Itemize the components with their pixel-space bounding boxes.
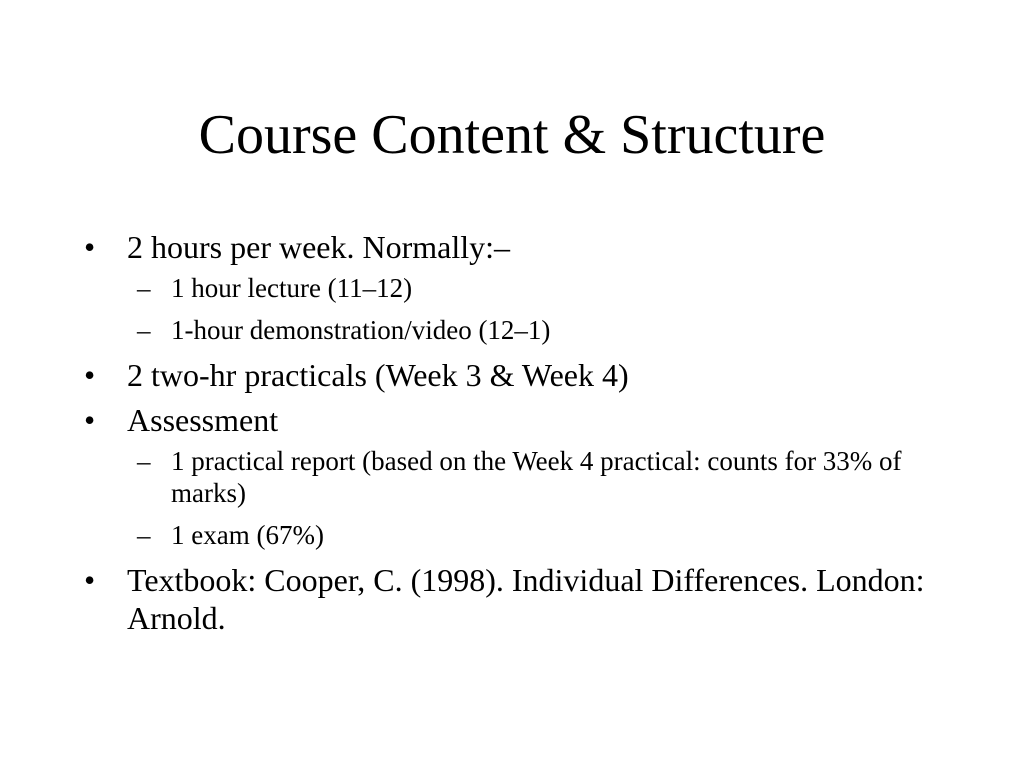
bullet-list <box>80 228 950 644</box>
bullet-marker: • <box>84 562 96 598</box>
sub-bullet-list <box>127 445 950 551</box>
sub-bullet-text: 1 exam (67%) <box>171 520 324 550</box>
bullet-item <box>80 356 950 394</box>
bullet-text: Textbook: Cooper, C. (1998). Individual Differences. London: Arnold. <box>127 562 925 636</box>
bullet-marker: • <box>84 357 96 393</box>
slide-title: Course Content & Structure <box>198 104 826 166</box>
sub-bullet-text: 1-hour demonstration/video (12–1) <box>171 315 551 345</box>
bullet-item <box>80 561 950 637</box>
sub-bullet-item <box>127 519 950 551</box>
sub-bullet-text: 1 practical report (based on the Week 4 practical: counts for 33% of marks) <box>171 446 902 508</box>
dash-marker: – <box>137 446 151 476</box>
bullet-text: 2 two-hr practicals (Week 3 & Week 4) <box>127 357 629 393</box>
dash-marker: – <box>137 273 151 303</box>
sub-bullet-item <box>127 272 950 304</box>
bullet-text: Assessment <box>127 402 279 438</box>
bullet-item <box>80 401 950 551</box>
sub-bullet-text: 1 hour lecture (11–12) <box>171 273 413 303</box>
bullet-marker: • <box>84 229 96 265</box>
dash-marker: – <box>137 520 151 550</box>
bullet-text: 2 hours per week. Normally:– <box>127 229 511 265</box>
dash-marker: – <box>137 315 151 345</box>
sub-bullet-list <box>127 272 950 346</box>
sub-bullet-item <box>127 445 950 509</box>
bullet-item <box>80 228 950 346</box>
sub-bullet-item <box>127 314 950 346</box>
bullet-marker: • <box>84 402 96 438</box>
